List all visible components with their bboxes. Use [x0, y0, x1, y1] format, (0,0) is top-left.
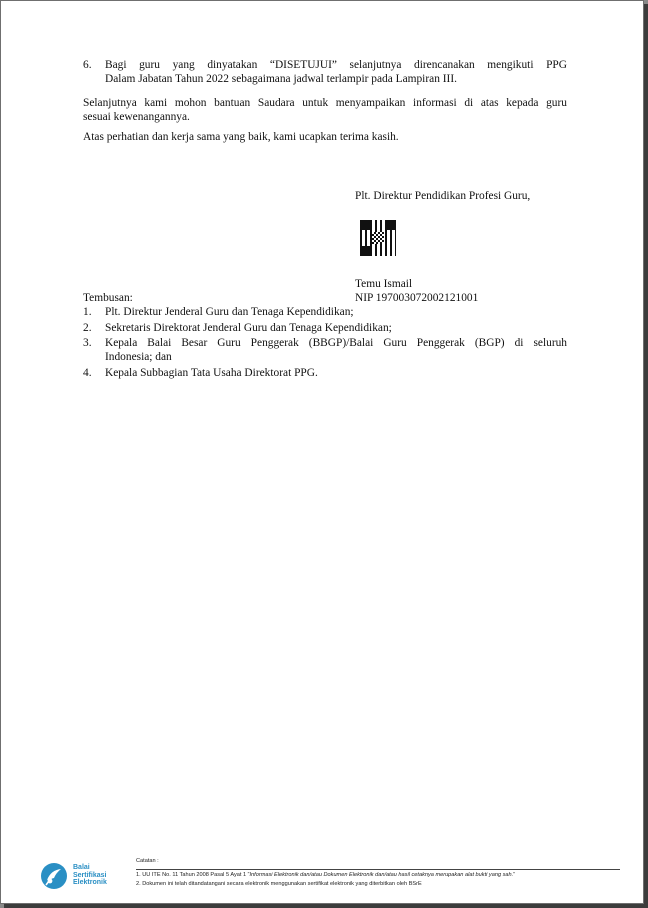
tembusan-item-number: 4.	[83, 367, 92, 379]
footer-note-1	[136, 872, 515, 879]
signatory-name: Temu Ismail	[355, 278, 413, 290]
tembusan-label: Tembusan:	[83, 292, 133, 304]
qr-code-signature	[359, 219, 397, 257]
footer-divider	[136, 869, 620, 870]
closing-paragraph: Atas perhatian dan kerja sama yang baik, kami ucapkan terima kasih.	[83, 131, 399, 143]
footer-note-2: 2. Dokumen ini telah ditandatangani secara elektronik menggunakan sertifikat elektronik yang diterbitkan oleh BSrE	[136, 881, 422, 887]
item-6-line-1: Bagi guru yang dinyatakan “DISETUJUI” selanjutnya direncanakan mengikuti PPG	[105, 59, 567, 71]
logo-text-line: Balai	[73, 864, 90, 871]
page-shadow-right	[644, 4, 648, 908]
bsre-logo-icon	[39, 861, 69, 891]
request-paragraph-line-2: sesuai kewenangannya.	[83, 111, 190, 123]
tembusan-item-text-continued: Indonesia; dan	[105, 351, 172, 363]
logo-text-line: Sertifikasi	[73, 871, 107, 879]
item-6-number: 6.	[83, 59, 92, 71]
catatan-label: Catatan :	[136, 858, 159, 864]
note-1-quote: Informasi Elektronik dan/atau Dokumen Elektronik dan/atau hasil cetaknya merupakan alat bukti yang sah.	[249, 872, 514, 878]
bsre-logo-text	[73, 864, 107, 887]
signatory-nip: NIP 197003072002121001	[355, 292, 479, 304]
request-paragraph-line-1: Selanjutnya kami mohon bantuan Saudara untuk menyampaikan informasi di atas kepada guru	[83, 97, 567, 109]
logo-text-line: Elektronik	[73, 879, 107, 887]
tembusan-item-text: Kepala Subbagian Tata Usaha Direktorat PPG.	[105, 367, 318, 379]
tembusan-item-text: Sekretaris Direktorat Jenderal Guru dan Tenaga Kependidikan;	[105, 322, 392, 334]
tembusan-item-text: Plt. Direktur Jenderal Guru dan Tenaga Kependidikan;	[105, 306, 354, 318]
tembusan-item-number: 2.	[83, 322, 92, 334]
tembusan-item-number: 3.	[83, 337, 92, 349]
tembusan-item-text: Kepala Balai Besar Guru Penggerak (BBGP)/Balai Guru Penggerak (BGP) di seluruh	[105, 337, 567, 349]
note-1-prefix: 1. UU ITE No. 11 Tahun 2008 Pasal 5 Ayat 1 “	[136, 872, 250, 878]
page-shadow-bottom	[4, 904, 648, 908]
item-6-line-2: Dalam Jabatan Tahun 2022 sebagaimana jadwal terlampir pada Lampiran III.	[105, 73, 457, 85]
note-1-suffix: ”	[513, 872, 516, 878]
tembusan-item-number: 1.	[83, 306, 92, 318]
signatory-position: Plt. Direktur Pendidikan Profesi Guru,	[355, 190, 531, 202]
